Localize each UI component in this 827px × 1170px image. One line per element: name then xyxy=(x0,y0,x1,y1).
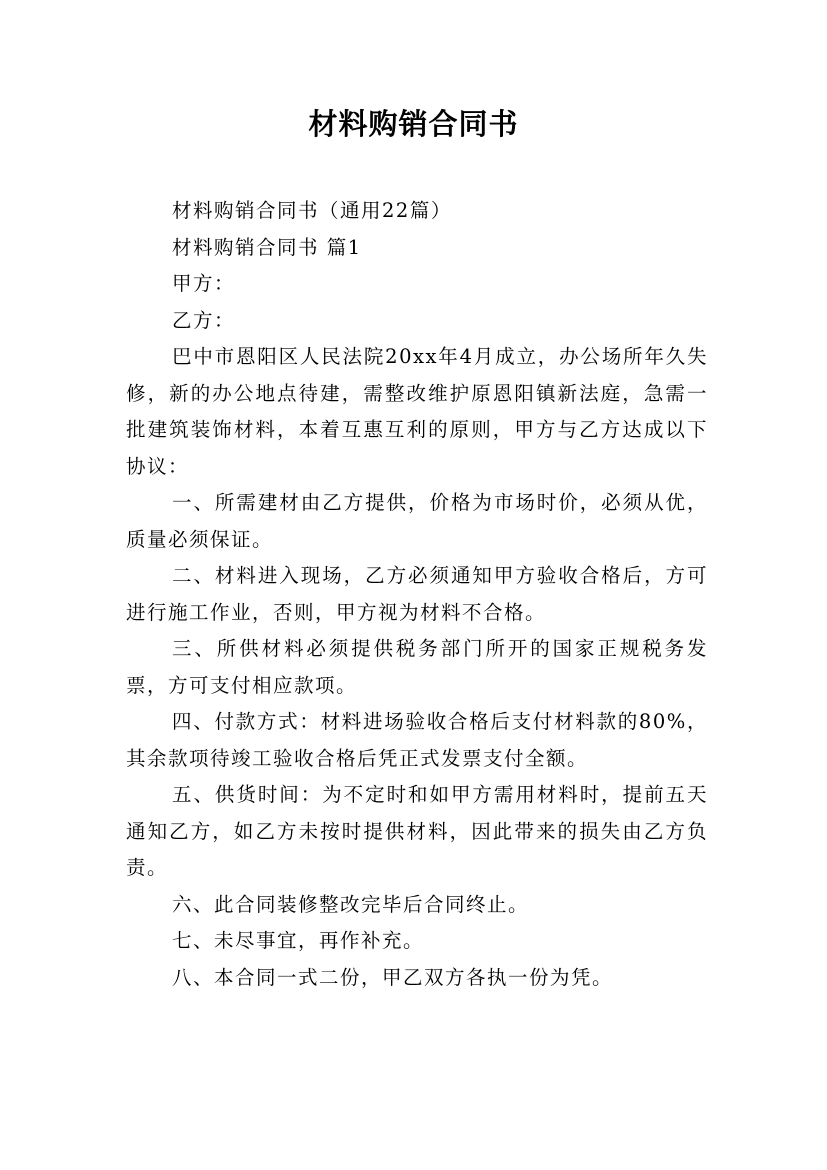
paragraph-clause-6: 六、此合同装修整改完毕后合同终止。 xyxy=(172,892,530,916)
paragraph-party-a: 甲方： xyxy=(172,272,236,295)
paragraph-clause-4: 四、付款方式：材料进场验收合格后支付材料款的80%，其余款项待竣工验收合格后凭正式发票支付全额。 xyxy=(126,710,708,770)
paragraph-clause-3: 三、所供材料必须提供税务部门所开的国家正规税务发票，方可支付相应款项。 xyxy=(126,637,708,697)
paragraph-subtitle: 材料购销合同书（通用22篇） xyxy=(172,199,452,222)
paragraph-clause-2: 二、材料进入现场，乙方必须通知甲方验收合格后，方可进行施工作业，否则，甲方视为材料不合格。 xyxy=(126,564,708,624)
document-title: 材料购销合同书 xyxy=(308,107,519,141)
paragraph-clause-8: 八、本合同一式二份，甲乙双方各执一份为凭。 xyxy=(172,965,614,989)
paragraph-section-heading: 材料购销合同书 篇1 xyxy=(172,235,362,259)
paragraph-party-b: 乙方： xyxy=(172,308,236,332)
document-body xyxy=(126,193,708,996)
paragraph-clause-7: 七、未尽事宜，再作补充。 xyxy=(172,929,425,952)
paragraph-clause-5: 五、供货时间：为不定时和如甲方需用材料时，提前五天通知乙方，如乙方未按时提供材料，因此带来的损失由乙方负责。 xyxy=(126,783,708,879)
paragraph-clause-1: 一、所需建材由乙方提供，价格为市场时价，必须从优，质量必须保证。 xyxy=(126,491,708,551)
paragraph-preamble: 巴中市恩阳区人民法院20xx年4月成立，办公场所年久失修，新的办公地点待建，需整改维护原恩阳镇新法庭，急需一批建筑装饰材料，本着互惠互利的原则，甲方与乙方达成以下协议： xyxy=(126,345,708,478)
